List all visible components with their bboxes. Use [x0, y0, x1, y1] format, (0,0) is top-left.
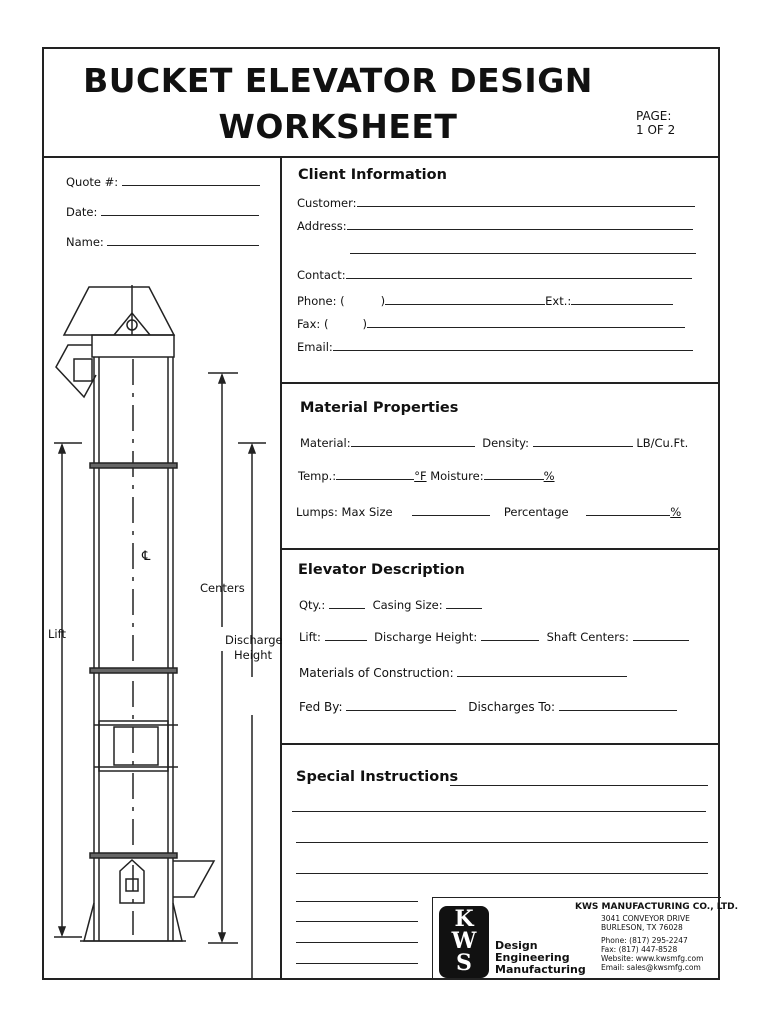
material-row-1 — [300, 435, 688, 450]
name-input[interactable] — [107, 234, 259, 246]
name-field — [66, 234, 259, 249]
density-label: Density: — [482, 436, 530, 450]
address-input[interactable] — [347, 218, 693, 230]
discharges-to-input[interactable] — [559, 699, 677, 711]
elevator-row-1 — [299, 597, 482, 612]
company-name: KWS MANUFACTURING CO., LTD. — [575, 902, 739, 912]
quote-field — [66, 174, 260, 189]
fax-close: ) — [362, 317, 367, 331]
name-label: Name: — [66, 235, 104, 249]
special-line-1[interactable] — [292, 811, 706, 812]
contact-field — [297, 267, 692, 282]
page-label: PAGE: — [636, 109, 672, 123]
centerline-symbol: ℄ — [142, 549, 151, 564]
address-line-1: 3041 CONVEYOR DRIVE — [601, 914, 690, 923]
address-line-2-text: BURLESON, TX 76028 — [601, 923, 683, 932]
email-field — [297, 339, 693, 354]
company-email[interactable]: Email: sales@kwsmfg.com — [601, 963, 701, 972]
title-line-2: WORKSHEET — [218, 107, 458, 146]
lift-dimension-label: Lift — [48, 627, 66, 641]
centers-dimension-label: Centers — [200, 581, 245, 595]
fax-field — [297, 316, 685, 331]
bucket-elevator-diagram — [44, 275, 280, 981]
phone-label: Phone: ( — [297, 294, 345, 308]
phone-close: ) — [380, 294, 386, 308]
fed-by-label: Fed By: — [299, 700, 343, 714]
elevator-row-4 — [299, 699, 677, 714]
discharge-height-label: Discharge Height: — [374, 630, 478, 644]
material-row-2 — [298, 468, 555, 483]
phone-input[interactable] — [385, 293, 545, 305]
qty-label: Qty.: — [299, 598, 326, 612]
column-divider — [280, 156, 282, 980]
page-value: 1 OF 2 — [636, 123, 676, 137]
address-label: Address: — [297, 219, 347, 233]
date-input[interactable] — [101, 204, 259, 216]
percentage-unit: % — [670, 505, 682, 519]
date-field — [66, 204, 259, 219]
tagline-manufacturing: Manufacturing — [495, 963, 586, 976]
discharge-dimension-label-2: Height — [234, 648, 273, 662]
header-divider — [44, 156, 718, 158]
material-input[interactable] — [351, 435, 475, 447]
company-fax: Fax: (817) 447-8528 — [601, 945, 678, 954]
density-input[interactable] — [533, 435, 633, 447]
material-properties-heading: Material Properties — [300, 400, 459, 416]
qty-input[interactable] — [329, 597, 365, 609]
worksheet-form — [42, 47, 739, 980]
percentage-input[interactable] — [586, 504, 670, 516]
moisture-label: Moisture: — [430, 469, 484, 483]
customer-label: Customer: — [297, 196, 357, 210]
company-website[interactable]: Website: www.kwsmfg.com — [601, 954, 704, 963]
contact-input[interactable] — [346, 267, 692, 279]
shaft-centers-input[interactable] — [633, 629, 689, 641]
moisture-unit: % — [543, 469, 555, 483]
section-divider-3 — [280, 743, 718, 745]
elevator-row-3 — [299, 665, 627, 680]
lumps-label: Lumps: Max Size — [296, 505, 393, 519]
section-divider-2 — [280, 548, 718, 550]
tagline-engineering: Engineering — [495, 951, 570, 964]
discharge-height-input[interactable] — [481, 629, 539, 641]
special-line-2[interactable] — [296, 842, 708, 843]
elevator-description-heading: Elevator Description — [298, 562, 465, 578]
materials-construction-input[interactable] — [457, 665, 627, 677]
company-address — [601, 914, 690, 932]
materials-construction-label: Materials of Construction: — [299, 666, 454, 680]
fax-input[interactable] — [367, 316, 685, 328]
date-label: Date: — [66, 205, 98, 219]
title-line-1: BUCKET ELEVATOR DESIGN — [83, 61, 593, 100]
special-line-3[interactable] — [296, 873, 708, 874]
special-line-5[interactable] — [296, 921, 418, 922]
section-divider-1 — [280, 382, 718, 384]
fax-label: Fax: ( — [297, 317, 329, 331]
address-input-2[interactable] — [350, 242, 696, 254]
logo-letter-k: K — [454, 906, 474, 932]
special-line-6[interactable] — [296, 942, 418, 943]
page-indicator — [636, 109, 675, 137]
address-field — [297, 218, 693, 233]
lumps-input[interactable] — [412, 504, 490, 516]
casing-label: Casing Size: — [372, 598, 443, 612]
special-instructions-heading: Special Instructions — [296, 769, 459, 785]
company-contact — [601, 936, 703, 972]
customer-input[interactable] — [357, 195, 695, 207]
company-phone: Phone: (817) 295-2247 — [601, 936, 688, 945]
lift-input[interactable] — [325, 629, 367, 641]
contact-label: Contact: — [297, 268, 346, 282]
temp-unit: °F — [414, 469, 427, 483]
discharges-to-label: Discharges To: — [468, 700, 556, 714]
email-label: Email: — [297, 340, 333, 354]
fed-by-input[interactable] — [346, 699, 456, 711]
quote-input[interactable] — [122, 174, 260, 186]
email-input[interactable] — [333, 339, 693, 351]
special-line-7[interactable] — [296, 963, 418, 964]
lift-label: Lift: — [299, 630, 321, 644]
percentage-label: Percentage — [503, 505, 569, 519]
moisture-input[interactable] — [484, 468, 544, 480]
density-unit: LB/Cu.Ft. — [636, 436, 689, 450]
kws-logo — [439, 906, 489, 978]
customer-field — [297, 195, 695, 210]
phone-field — [297, 293, 673, 308]
company-tagline — [495, 940, 586, 976]
special-line-0[interactable] — [450, 785, 708, 786]
temp-input[interactable] — [336, 468, 414, 480]
company-info-block — [432, 897, 739, 980]
ext-input[interactable] — [571, 293, 673, 305]
ext-label: Ext.: — [545, 294, 572, 308]
shaft-centers-label: Shaft Centers: — [546, 630, 629, 644]
casing-input[interactable] — [446, 597, 482, 609]
logo-letter-s: S — [456, 950, 472, 976]
tagline-design: Design — [495, 939, 538, 952]
client-info-heading: Client Information — [298, 167, 447, 183]
special-line-4[interactable] — [296, 901, 418, 902]
address-line-2 — [350, 242, 696, 257]
quote-label: Quote #: — [66, 175, 119, 189]
material-label: Material: — [300, 436, 351, 450]
material-row-3 — [296, 504, 681, 519]
discharge-dimension-label-1: Discharge — [225, 633, 283, 647]
temp-label: Temp.: — [298, 469, 337, 483]
logo-letter-w: W — [451, 928, 477, 954]
elevator-row-2 — [299, 629, 689, 644]
